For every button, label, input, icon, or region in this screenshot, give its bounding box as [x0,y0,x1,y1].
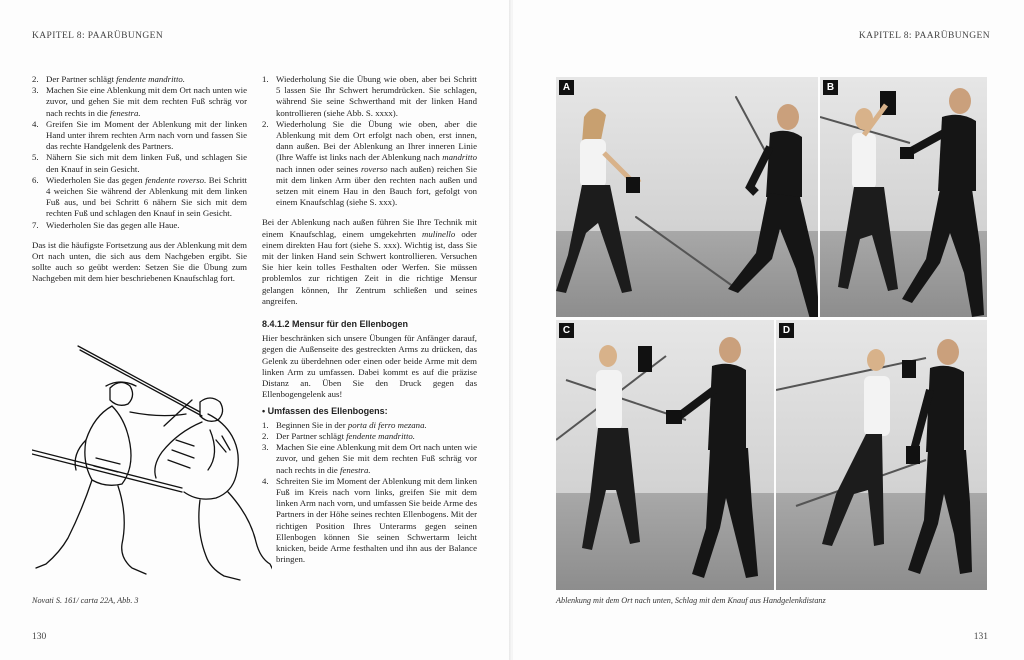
photo-a [556,77,818,317]
photo-caption: Ablenkung mit dem Ort nach unten, Schlag mit dem Knauf aus Handgelenkdistanz [556,596,826,605]
photo-d [776,320,987,590]
photo-label-a: A [559,80,574,95]
list-item: 7. Wiederholen Sie das gegen alle Haue. [32,219,180,230]
list-item: 2. Der Partner schlägt fendente mandritto. [32,74,186,84]
column-2 [262,74,477,565]
column-1 [32,74,247,294]
list-item: 1. Wiederholung Sie die Übung wie oben, aber bei Schritt 5 lassen Sie Ihr Schwert herumdrücken. Sie schlagen, während Sie seine Schwerthand mit der linken Hand kontrollieren (siehe Abb. S. xxxx). [262,74,477,118]
list-item: 6. Wiederholen Sie das gegen fendente roverso. Bei Schritt 4 weichen Sie während der Ablenkung mit dem linken Fuß aus, und bei Schritt 6 nähern Sie sich mit dem rechten Fuß und schlagen den Knauf in sein Gesicht. [32,174,248,219]
list-item: 4. Greifen Sie im Moment der Ablenkung mit der linken Hand unter ihrem rechten Arm nach vorn und fassen Sie das rechte Handgelenk des Partners. [32,118,247,152]
photo-b [820,77,987,317]
running-header-left: KAPITEL 8: PAARÜBUNGEN [32,31,164,41]
section-paragraph: Hier beschränken sich unsere Übungen für Anfänger darauf, gegen die Außenseite des gestreckten Arms zu drücken, das Gelenk zu überdehnen oder einen oder beide Arme mit dem linken Arm zu umfassen. Dabei kommt es auf die präzise Distanz an. Üben Sie den Druck gegen das Ellenbogengelenk aus! [262,333,477,400]
list-item: 4. Schreiten Sie im Moment der Ablenkung mit dem linken Fuß im Kreis nach vorn links, greifen Sie mit dem linken Arm nach vorn, und umfassen Sie beide Arme des Partners in der Höhe seines rechten Ellenbogens. Mit der richtigen Position Ihres Unterarms gegen seinen Ellenbogen können Sie seinen Schwertarm leicht knicken, beide Arme festhalten und ihn aus der Balance bringen. [262,475,477,565]
page-number-right: 131 [973,632,988,642]
historical-fencing-sketch [32,340,272,590]
photo-label-c: C [559,323,574,338]
list-item: 2. Wiederholung Sie die Übung wie oben, aber die Ablenkung mit dem Ort erfolgt nach oben, erst innen, dann außen. Bei der Ablenkung an Ihrer inneren Linie (Ihre Waffe ist links nach der Ablenkung nach mandritto nach innen oder seines roverso nach außen) reichen Sie mit dem linken Arm über den rechten nach außen und setzen mit einem Hau in den Bauch fort, gefolgt von einem Knaufschlag (siehe S. xxx). [262,118,478,208]
list-item: 3. Machen Sie eine Ablenkung mit dem Ort nach unten wie zuvor, und gehen Sie mit dem rechten Fuß schräg vor nach rechts in die fenestra. [262,442,477,475]
list-item: 2. Der Partner schlägt fendente mandritto. [262,430,416,441]
running-header-right: KAPITEL 8: PAARÜBUNGEN [858,31,990,41]
page-number-left: 130 [32,632,47,642]
photo-c [556,320,774,590]
paragraph-ablenkung: Bei der Ablenkung nach außen führen Sie Ihre Technik mit einem Knaufschlag, einem umgekehrten mulinello oder einem direkten Hau fort (siehe S. xxx). Wichtig ist, dass Sie mit der linken Hand sein Schwert kontrollieren. Versuchen Sie hier kein tolles Festhalten oder Werfen. Sie müssen problemlos zur richtigen Zeit in die richtige Mensur gelangen können, Ihr Zentrum schließen und seines angreifen. [262,217,477,306]
photo-label-b: B [823,80,838,95]
left-page [0,0,511,660]
numbered-list-2 [262,74,477,208]
photo-label-d: D [779,323,794,338]
list-item: 5. Nähern Sie sich mit dem linken Fuß, und schlagen Sie den Knauf in sein Gesicht. [32,152,247,174]
list-item: 3. Machen Sie eine Ablenkung mit dem Ort nach unten wie zuvor, und gehen Sie mit dem rechten Fuß schräg vor nach rechts in die fenestra. [32,85,247,118]
right-page [513,0,1024,660]
subheading-umfassen: • Umfassen des Ellenbogens: [262,406,388,417]
numbered-list-3 [262,420,477,566]
list-item: 1. Beginnen Sie in der porta di ferro mezana. [262,419,427,430]
sketch-caption: Novati S. 161/ carta 22A, Abb. 3 [32,596,139,605]
numbered-list-1 [32,74,247,231]
paragraph-fortsetzung: Das ist die häufigste Fortsetzung aus der Ablenkung mit dem Ort nach unten, die sich aus dem Nachgeben ergibt. Sie sollte auch so geübt werden: Setzen Sie die Übung zum Nachgeben mit dem hier beschriebenen Knaufschlag fort. [32,239,247,284]
section-heading: 8.4.1.2 Mensur für den Ellenbogen [262,319,409,330]
